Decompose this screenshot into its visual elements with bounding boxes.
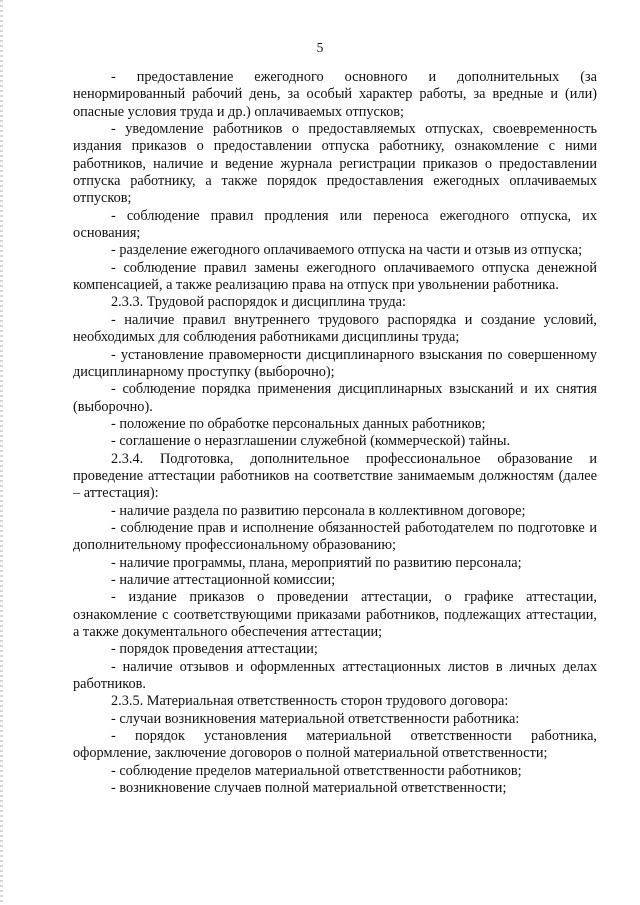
paragraph-1: - предоставление ежегодного основного и дополнительных (за ненормированный рабочий день, за особый характер работы, за вредные и (или) опасные условия труда и др.) оплачиваемых отпусков;: [73, 69, 597, 120]
paragraph-5: - соблюдение правил замены ежегодного оплачиваемого отпуска денежной компенсацией, а также реализацию права на отпуск при увольнении работника.: [73, 259, 597, 294]
paragraph-22: - порядок установления материальной ответственности работника, оформление, заключение договоров о полной материальной ответственности;: [73, 728, 597, 762]
section-heading-2-3-5: 2.3.5. Материальная ответственность сторон трудового договора:: [111, 693, 509, 710]
page-number: 5: [316, 40, 324, 55]
paragraph-21: - случаи возникновения материальной ответственности работника:: [111, 710, 520, 727]
paragraph-16: - наличие аттестационной комиссии;: [111, 571, 336, 588]
paragraph-19: - наличие отзывов и оформленных аттестационных листов в личных делах работников.: [73, 658, 597, 693]
scan-edge: [0, 0, 3, 905]
paragraph-10: - положение по обработке персональных данных работников;: [111, 415, 486, 432]
paragraph-13: - наличие раздела по развитию персонала в коллективном договоре;: [111, 502, 526, 519]
paragraph-14: - соблюдение прав и исполнение обязанностей работодателем по подготовке и дополнительному профессиональному образованию;: [73, 519, 597, 554]
paragraph-11: - соглашение о неразглашении служебной (коммерческой) тайны.: [111, 433, 511, 450]
section-heading-2-3-4: 2.3.4. Подготовка, дополнительное профессиональное образование и проведение аттестации работников на соответствие занимаемым должностям (далее – аттестация):: [73, 450, 597, 502]
paragraph-2: - уведомление работников о предоставляемых отпусках, своевременность издания приказов о предоставлении отпуска работнику, ознакомление с ними работников, наличие и ведение журнала регистрации приказов о предоставлении отпуска работнику, а также порядок предоставления ежегодных оплачиваемых отпусков;: [73, 121, 597, 207]
paragraph-4: - разделение ежегодного оплачиваемого отпуска на части и отзыв из отпуска;: [111, 242, 583, 259]
paragraph-9: - соблюдение порядка применения дисциплинарных взысканий и их снятия (выборочно).: [73, 381, 597, 415]
paragraph-24: - возникновение случаев полной материальной ответственности;: [111, 780, 507, 797]
paragraph-23: - соблюдение пределов материальной ответственности работников;: [111, 762, 522, 779]
paragraph-15: - наличие программы, плана, мероприятий по развитию персонала;: [111, 554, 522, 571]
document-body: [73, 69, 597, 797]
paragraph-17: - издание приказов о проведении аттестации, о графике аттестации, ознакомление с соответствующими приказами работников, подлежащих аттестации, а также документального обеспечения аттестации;: [73, 589, 597, 640]
paragraph-8: - установление правомерности дисциплинарного взыскания по совершенному дисциплинарному проступку (выборочно);: [73, 346, 597, 380]
paragraph-3: - соблюдение правил продления или переноса ежегодного отпуска, их основания;: [73, 207, 597, 242]
section-heading-2-3-3: 2.3.3. Трудовой распорядок и дисциплина труда:: [111, 294, 406, 311]
paragraph-7: - наличие правил внутреннего трудового распорядка и создание условий, необходимых для соблюдения работниками дисциплины труда;: [73, 311, 597, 346]
paragraph-18: - порядок проведения аттестации;: [111, 641, 318, 658]
